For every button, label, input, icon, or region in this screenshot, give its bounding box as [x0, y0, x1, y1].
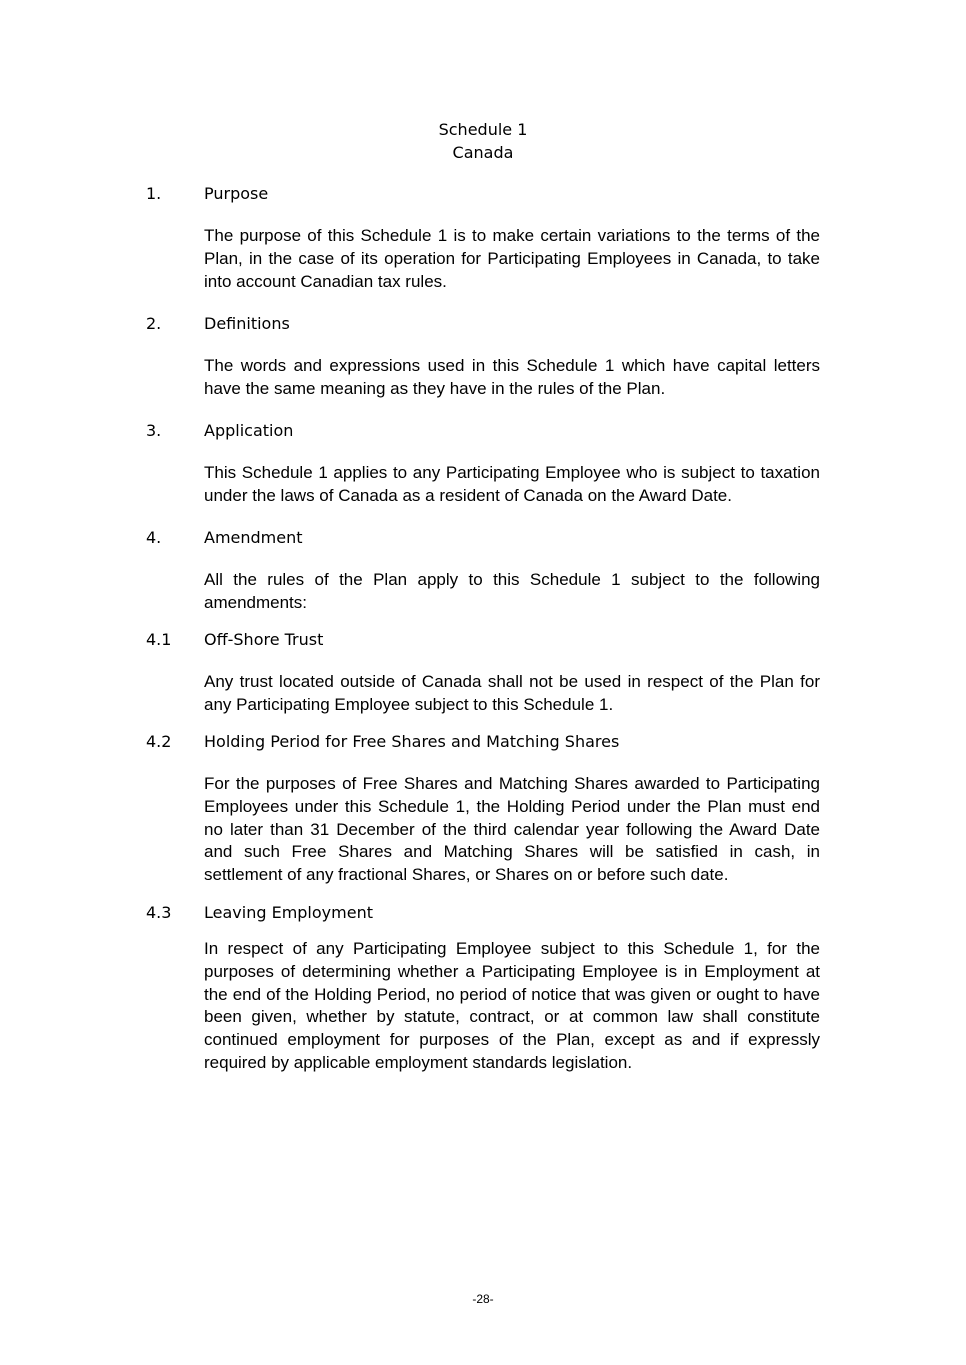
section-heading-holding-period	[146, 732, 846, 752]
section-body-leaving-employment: In respect of any Participating Employee subject to this Schedule 1, for the purposes of determining whether a Participating Employee is in Employment at the end of the Holding Period, no period of notice that was given or ought to have been given, whether by statute, contract, or at common law shall constitute continued employment for purposes of the Plan, except as and if expressly required by applicable employment standards legislation.	[204, 939, 820, 1072]
section-body-definitions: The words and expressions used in this Schedule 1 which have capital letters have the same meaning as they have in the rules of the Plan.	[204, 356, 820, 398]
page-number: -28-	[472, 1292, 494, 1306]
section-number: 4.3	[146, 903, 172, 922]
section-body-holding-period: For the purposes of Free Shares and Matching Shares awarded to Participating Employees under this Schedule 1, the Holding Period under the Plan must end no later than 31 December of the third calendar year following the Award Date and such Free Shares and Matching Shares will be satisfied in cash, in settlement of any fractional Shares, or Shares on or before such date.	[204, 774, 820, 885]
section-body-application: This Schedule 1 applies to any Participating Employee who is subject to taxation under the laws of Canada as a resident of Canada on the Award Date.	[204, 463, 820, 505]
section-title: Amendment	[204, 528, 303, 547]
schedule-country: Canada	[452, 143, 514, 162]
section-number: 2.	[146, 314, 162, 333]
section-body-off-shore-trust: Any trust located outside of Canada shall not be used in respect of the Plan for any Participating Employee subject to this Schedule 1.	[204, 672, 820, 714]
section-heading-definitions	[146, 314, 846, 334]
section-number: 4.1	[146, 630, 172, 649]
section-title: Holding Period for Free Shares and Matching Shares	[204, 732, 620, 751]
section-title: Application	[204, 421, 294, 440]
section-heading-amendment	[146, 528, 846, 548]
section-title: Definitions	[204, 314, 290, 333]
section-title: Off-Shore Trust	[204, 630, 324, 649]
section-heading-purpose	[146, 184, 846, 204]
section-heading-application	[146, 421, 846, 441]
section-number: 3.	[146, 421, 162, 440]
section-number: 4.2	[146, 732, 172, 751]
section-body-purpose: The purpose of this Schedule 1 is to make certain variations to the terms of the Plan, in the case of its operation for Participating Employees in Canada, to take into account Canadian tax rules.	[204, 226, 820, 291]
section-heading-off-shore-trust	[146, 630, 846, 650]
section-title: Leaving Employment	[204, 903, 373, 922]
section-title: Purpose	[204, 184, 269, 203]
section-number: 4.	[146, 528, 162, 547]
schedule-title: Schedule 1	[438, 120, 528, 139]
section-heading-leaving-employment	[146, 903, 846, 923]
section-number: 1.	[146, 184, 162, 203]
section-body-amendment: All the rules of the Plan apply to this Schedule 1 subject to the following amendments:	[204, 570, 820, 612]
